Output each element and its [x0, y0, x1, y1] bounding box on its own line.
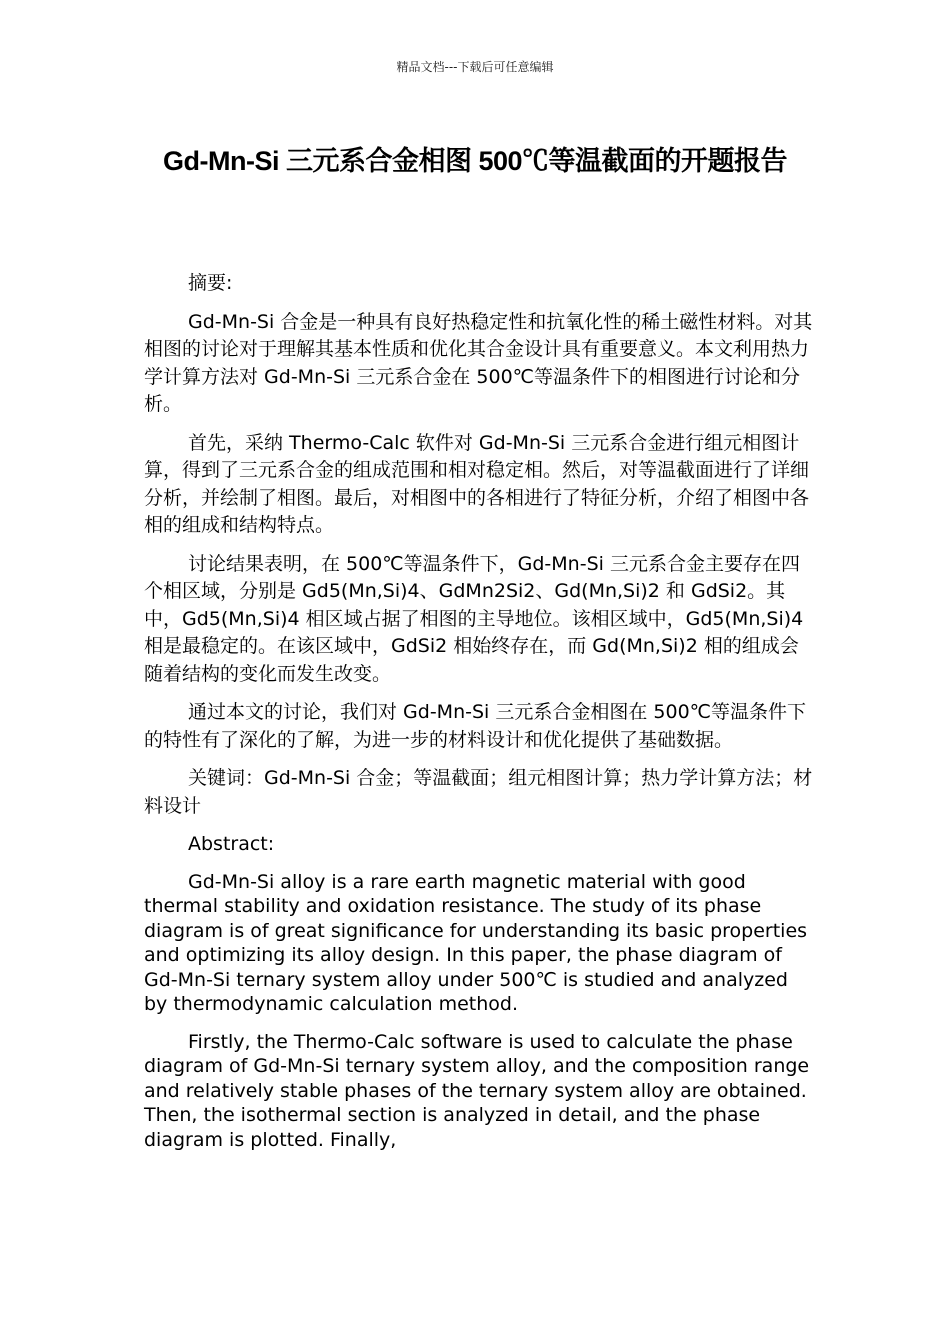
- document-body: [144, 270, 814, 1165]
- abstract-cn-paragraph-4: 通过本文的讨论，我们对 Gd-Mn-Si 三元系合金相图在 500℃等温条件下的特性有了深化的了解，为进一步的材料设计和优化提供了基础数据。: [144, 701, 806, 751]
- abstract-cn-paragraph-3: 讨论结果表明，在 500℃等温条件下，Gd-Mn-Si 三元系合金主要存在四个相区域，分别是 Gd5(Mn,Si)4、GdMn2Si2、Gd(Mn,Si)2 和 GdSi2。其中，Gd5(Mn,Si)4 相区域占据了相图的主导地位。该相区域中，Gd5(Mn,Si)4 相是最稳定的。在该区域中，GdSi2 相始终存在，而 Gd(Mn,Si)2 相的组成会随着结构的变化而发生改变。: [144, 552, 804, 685]
- document-title: Gd-Mn-Si 三元系合金相图 500℃等温截面的开题报告: [162, 146, 788, 176]
- abstract-en-paragraph-1: Gd-Mn-Si alloy is a rare earth magnetic material with good thermal stability and oxidation resistance. The study of its phase diagram is of great significance for understanding its basic properties and optimizing its alloy design. In this paper, the phase diagram of Gd-Mn-Si ternary system alloy under 500℃ is studied and analyzed by thermodynamic calculation method.: [144, 870, 808, 1015]
- abstract-cn-label: 摘要:: [188, 272, 233, 294]
- abstract-en-label: Abstract:: [188, 833, 275, 855]
- abstract-cn-paragraph-1: Gd-Mn-Si 合金是一种具有良好热稳定性和抗氧化性的稀土磁性材料。对其相图的讨论对于理解其基本性质和优化其合金设计具有重要意义。本文利用热力学计算方法对 Gd-Mn-Si 三元系合金在 500℃等温条件下的相图进行讨论和分析。: [144, 310, 813, 415]
- page-header: 精品文档---下载后可任意编辑: [396, 60, 554, 74]
- keywords-cn: 关键词：Gd-Mn-Si 合金；等温截面；组元相图计算；热力学计算方法；材料设计: [144, 767, 813, 817]
- abstract-cn-paragraph-2: 首先，采纳 Thermo-Calc 软件对 Gd-Mn-Si 三元系合金进行组元相图计算，得到了三元系合金的组成范围和相对稳定相。然后，对等温截面进行了详细分析，并绘制了相图。最后，对相图中的各相进行了特征分析，介绍了相图中各相的组成和结构特点。: [144, 431, 810, 536]
- abstract-en-paragraph-2: Firstly, the Thermo-Calc software is used to calculate the phase diagram of Gd-Mn-Si ternary system alloy, and the composition range and relatively stable phases of the ternary system alloy are obtained. Then, the isothermal section is analyzed in detail, and the phase diagram is plotted. Finally,: [144, 1030, 810, 1151]
